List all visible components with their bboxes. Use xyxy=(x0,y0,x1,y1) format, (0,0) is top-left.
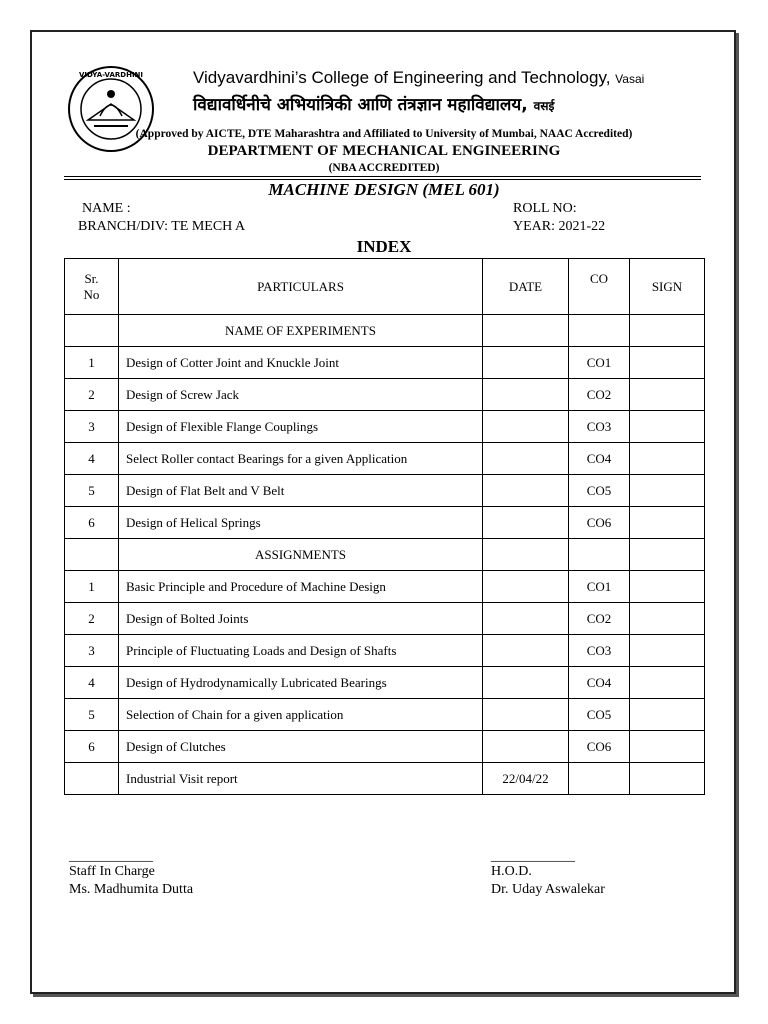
hod-sign-line: ____________ xyxy=(491,849,575,864)
date-cell xyxy=(483,379,569,411)
sr-no-cell: 6 xyxy=(65,731,119,763)
particulars-cell: Design of Screw Jack xyxy=(119,379,483,411)
empty-cell xyxy=(630,539,705,571)
visit-title: Industrial Visit report xyxy=(119,763,483,795)
assignment-row xyxy=(65,603,705,635)
hod-role: H.O.D. xyxy=(491,864,532,879)
co-cell: CO1 xyxy=(569,347,630,379)
header-co: CO xyxy=(569,259,630,315)
date-cell xyxy=(483,667,569,699)
section-assignments-title: ASSIGNMENTS xyxy=(119,539,483,571)
college-name-suffix: Vasai xyxy=(615,72,645,86)
college-name-text: Vidyavardhini’s College of Engineering and Technology, xyxy=(193,68,611,87)
sign-cell xyxy=(630,635,705,667)
particulars-cell: Basic Principle and Procedure of Machine Design xyxy=(119,571,483,603)
index-table xyxy=(64,258,705,795)
college-marathi-text: विद्यावर्धिनीचे अभियांत्रिकी आणि तंत्रज्ञान महाविद्यालय, xyxy=(193,95,528,115)
date-cell xyxy=(483,699,569,731)
staff-role: Staff In Charge xyxy=(69,864,155,879)
visit-date: 22/04/22 xyxy=(483,763,569,795)
sr-no-cell: 1 xyxy=(65,571,119,603)
sr-no-cell: 5 xyxy=(65,475,119,507)
empty-cell xyxy=(483,315,569,347)
experiment-row xyxy=(65,379,705,411)
date-cell xyxy=(483,635,569,667)
date-cell xyxy=(483,411,569,443)
experiment-row xyxy=(65,507,705,539)
college-logo xyxy=(66,64,156,154)
department-title: DEPARTMENT OF MECHANICAL ENGINEERING xyxy=(207,143,561,159)
header-particulars: PARTICULARS xyxy=(119,259,483,315)
empty-cell xyxy=(483,539,569,571)
particulars-cell: Design of Flat Belt and V Belt xyxy=(119,475,483,507)
empty-cell xyxy=(65,539,119,571)
header-sign: SIGN xyxy=(630,259,705,315)
approval-line: (Approved by AICTE, DTE Maharashtra and Affiliated to University of Mumbai, NAAC Accredited) xyxy=(135,128,633,140)
sign-cell xyxy=(630,699,705,731)
staff-sign-line: ____________ xyxy=(69,849,153,864)
sign-cell xyxy=(630,411,705,443)
name-label: NAME : xyxy=(82,201,131,216)
particulars-cell: Design of Cotter Joint and Knuckle Joint xyxy=(119,347,483,379)
header-sr: Sr. xyxy=(84,270,99,286)
sr-no-cell: 4 xyxy=(65,667,119,699)
particulars-cell: Design of Flexible Flange Couplings xyxy=(119,411,483,443)
sign-cell xyxy=(630,475,705,507)
particulars-cell: Design of Clutches xyxy=(119,731,483,763)
date-cell xyxy=(483,571,569,603)
section-experiments-title: NAME OF EXPERIMENTS xyxy=(119,315,483,347)
assignment-row xyxy=(65,635,705,667)
assignment-row xyxy=(65,731,705,763)
header-rule-top xyxy=(64,176,701,177)
co-cell: CO3 xyxy=(569,411,630,443)
sign-cell xyxy=(630,379,705,411)
sign-cell xyxy=(630,731,705,763)
sr-no-cell: 3 xyxy=(65,635,119,667)
header-date: DATE xyxy=(483,259,569,315)
date-cell xyxy=(483,507,569,539)
year-label: YEAR: 2021-22 xyxy=(513,219,606,234)
empty-cell xyxy=(630,763,705,795)
sign-cell xyxy=(630,603,705,635)
particulars-cell: Design of Helical Springs xyxy=(119,507,483,539)
roll-no-label: ROLL NO: xyxy=(513,201,577,216)
header-no: No xyxy=(83,286,100,302)
particulars-cell: Selection of Chain for a given application xyxy=(119,699,483,731)
co-cell: CO5 xyxy=(569,475,630,507)
particulars-cell: Select Roller contact Bearings for a given Application xyxy=(119,443,483,475)
empty-cell xyxy=(569,315,630,347)
assignment-row xyxy=(65,699,705,731)
logo-text: VIDYA-VARDHINI xyxy=(78,71,144,79)
co-cell: CO4 xyxy=(569,667,630,699)
table-header-row xyxy=(65,259,705,315)
college-name-marathi xyxy=(193,92,554,115)
college-name xyxy=(193,68,644,88)
sign-cell xyxy=(630,507,705,539)
sign-cell xyxy=(630,667,705,699)
section-row-experiments xyxy=(65,315,705,347)
assignment-row xyxy=(65,571,705,603)
sign-cell xyxy=(630,443,705,475)
co-cell: CO2 xyxy=(569,603,630,635)
sr-no-cell: 2 xyxy=(65,379,119,411)
assignment-row xyxy=(65,667,705,699)
co-cell: CO3 xyxy=(569,635,630,667)
empty-cell xyxy=(569,539,630,571)
date-cell xyxy=(483,603,569,635)
experiment-row xyxy=(65,443,705,475)
co-cell: CO4 xyxy=(569,443,630,475)
date-cell xyxy=(483,443,569,475)
table-row-visit xyxy=(65,763,705,795)
particulars-cell: Principle of Fluctuating Loads and Design of Shafts xyxy=(119,635,483,667)
staff-name: Ms. Madhumita Dutta xyxy=(69,882,194,897)
empty-cell xyxy=(569,763,630,795)
section-row-assignments xyxy=(65,539,705,571)
particulars-cell: Design of Bolted Joints xyxy=(119,603,483,635)
experiment-row xyxy=(65,347,705,379)
co-cell: CO6 xyxy=(569,507,630,539)
experiment-row xyxy=(65,475,705,507)
sr-no-cell: 2 xyxy=(65,603,119,635)
empty-cell xyxy=(65,763,119,795)
sr-no-cell: 6 xyxy=(65,507,119,539)
sr-no-cell: 3 xyxy=(65,411,119,443)
sr-no-cell: 4 xyxy=(65,443,119,475)
sign-cell xyxy=(630,347,705,379)
empty-cell xyxy=(630,315,705,347)
sign-cell xyxy=(630,571,705,603)
co-cell: CO6 xyxy=(569,731,630,763)
index-title: INDEX xyxy=(356,237,412,256)
co-cell: CO5 xyxy=(569,699,630,731)
co-cell: CO2 xyxy=(569,379,630,411)
hod-name: Dr. Uday Aswalekar xyxy=(491,882,605,897)
date-cell xyxy=(483,731,569,763)
college-marathi-suffix: वसई xyxy=(533,99,555,113)
particulars-cell: Design of Hydrodynamically Lubricated Bearings xyxy=(119,667,483,699)
sr-no-cell: 1 xyxy=(65,347,119,379)
header-sr-no xyxy=(65,259,119,315)
nba-line: (NBA ACCREDITED) xyxy=(328,162,440,174)
co-cell: CO1 xyxy=(569,571,630,603)
subject-title: MACHINE DESIGN (MEL 601) xyxy=(268,180,500,199)
empty-cell xyxy=(65,315,119,347)
date-cell xyxy=(483,347,569,379)
branch-label: BRANCH/DIV: TE MECH A xyxy=(78,219,246,234)
experiment-row xyxy=(65,411,705,443)
sr-no-cell: 5 xyxy=(65,699,119,731)
date-cell xyxy=(483,475,569,507)
